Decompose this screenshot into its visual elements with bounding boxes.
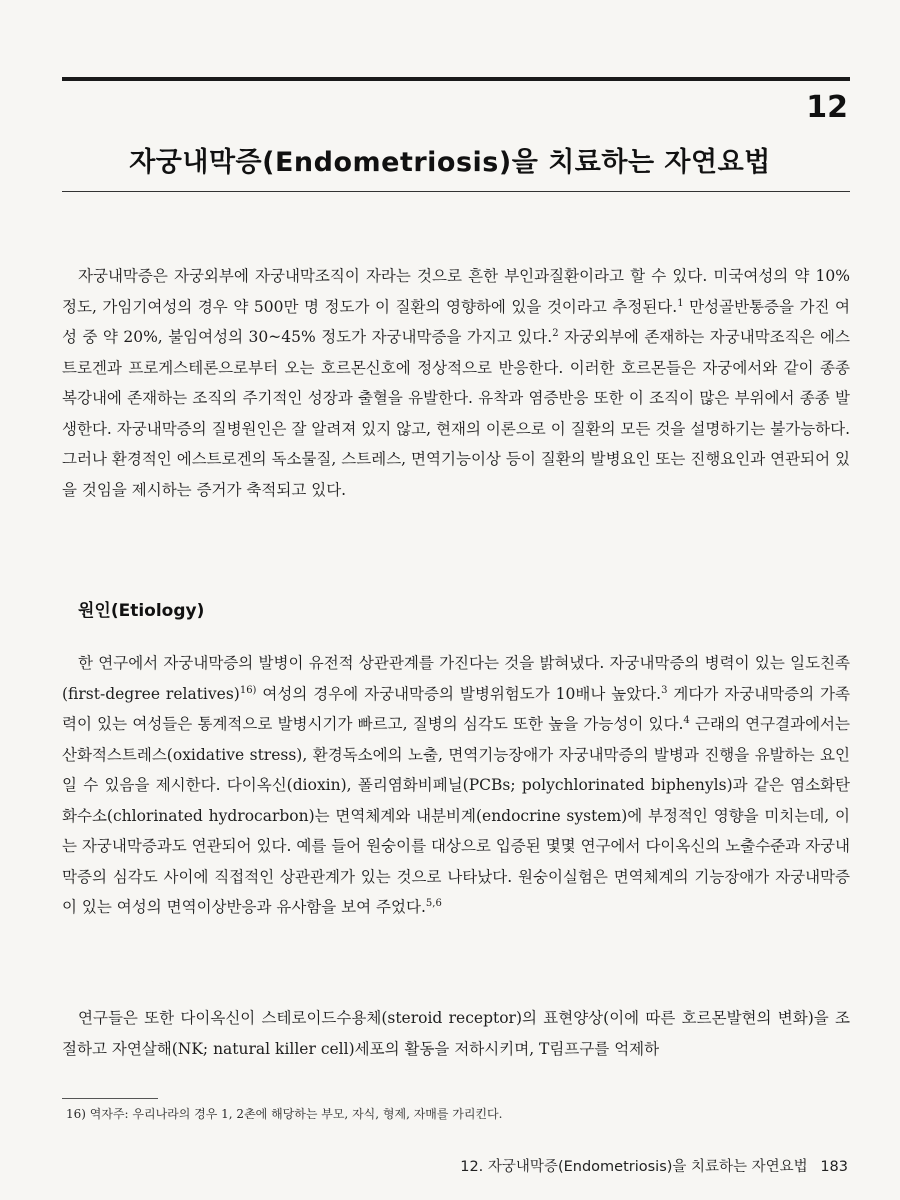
chapter-number: 12 <box>806 90 848 125</box>
citation-2: 2 <box>552 328 559 339</box>
etiology-text-3: 게다가 자궁내막증의 가족력이 있는 여성들은 통계적으로 발병시기가 빠르고, 질병의 심각도 또한 높을 가능성이 있다. <box>62 684 850 733</box>
citation-1: 1 <box>677 297 684 309</box>
intro-paragraph <box>62 261 850 505</box>
etiology-text-2: 여성의 경우에 자궁내막증의 발병위험도가 10배나 높았다. <box>256 684 662 703</box>
chapter-title: 자궁내막증(Endometriosis)을 치료하는 자연요법 <box>129 147 771 178</box>
etiology-paragraph-1 <box>62 648 850 923</box>
top-rule <box>62 77 850 81</box>
footnote-rule <box>62 1098 158 1099</box>
citation-4: 4 <box>683 715 690 726</box>
intro-text-3: 자궁외부에 존재하는 자궁내막조직은 에스트로겐과 프로게스테론으로부터 오는 호르몬신호에 정상적으로 반응한다. 이러한 호르몬들은 자궁에서와 같이 종종 복강내에 존재하는 조직의 주기적인 성장과 출혈을 유발한다. 유착과 염증반응 또한 이 조직이 많은 부위에서 종종 발생한다. 자궁내막증의 질병원인은 잘 알려져 있지 않고, 현재의 이론으로 이 질환의 모든 것을 설명하기는 불가능하다. 그러나 환경적인 에스트로겐의 독소물질, 스트레스, 면역기능이상 등이 질환의 발병요인 또는 진행요인과 연관되어 있을 것임을 제시하는 증거가 축적되고 있다. <box>62 328 850 499</box>
intro-text-2: 만성골반통증을 가진 여성 중 약 20%, 불임여성의 30~45% 정도가 자궁내막증을 가지고 있다. <box>62 297 850 346</box>
etiology-text-4: 근래의 연구결과에서는 산화적스트레스(oxidative stress), 환경독소에의 노출, 면역기능장애가 자궁내막증의 발병과 진행을 유발하는 요인일 수 있음을 제시한다. 다이옥신(dioxin), 폴리염화비페닐(PCBs; polychlorinated biphenyls)과 같은 염소화탄화수소(chlorinated hydrocarbon)는 면역체계와 내분비계(endocrine system)에 부정적인 영향을 미치는데, 이는 자궁내막증과도 연관되어 있다. 예를 들어 원숭이를 대상으로 입증된 몇몇 연구에서 다이옥신의 노출수준과 자궁내막증의 심각도 사이에 직접적인 상관관계가 있는 것으로 나타났다. 원숭이실험은 면역체계의 기능장애가 자궁내막증이 있는 여성의 면역이상반응과 유사함을 보여 주었다. <box>62 715 850 916</box>
running-title: 12. 자궁내막증(Endometriosis)을 치료하는 자연요법 <box>460 1159 808 1175</box>
footnote-ref-16: 16) <box>239 684 257 696</box>
citation-5-6: 5,6 <box>425 898 442 909</box>
title-rule <box>62 191 850 192</box>
section-heading: 원인(Etiology) <box>78 601 205 621</box>
page-number: 183 <box>820 1159 848 1175</box>
citation-3: 3 <box>661 684 668 696</box>
etiology-paragraph-2: 연구들은 또한 다이옥신이 스테로이드수용체(steroid receptor)의 표현양상(이에 따른 호르몬발현의 변화)을 조절하고 자연살해(NK; natural killer cell)세포의 활동을 저하시키며, T림프구를 억제하 <box>62 1009 850 1058</box>
etiology-text-1: 한 연구에서 자궁내막증의 발병이 유전적 상관관계를 가진다는 것을 밝혀냈다. 자궁내막증의 병력이 있는 일도친족(first-degree relatives) <box>62 654 850 703</box>
footnote: 16) 역자주: 우리나라의 경우 1, 2촌에 해당하는 부모, 자식, 형제, 자매를 가리킨다. <box>66 1107 503 1121</box>
page-footer <box>460 1155 848 1176</box>
intro-text-1: 자궁내막증은 자궁외부에 자궁내막조직이 자라는 것으로 흔한 부인과질환이라고 할 수 있다. 미국여성의 약 10% 정도, 가임기여성의 경우 약 500만 명 정도가 이 질환의 영향하에 있을 것이라고 추정된다. <box>62 267 850 316</box>
